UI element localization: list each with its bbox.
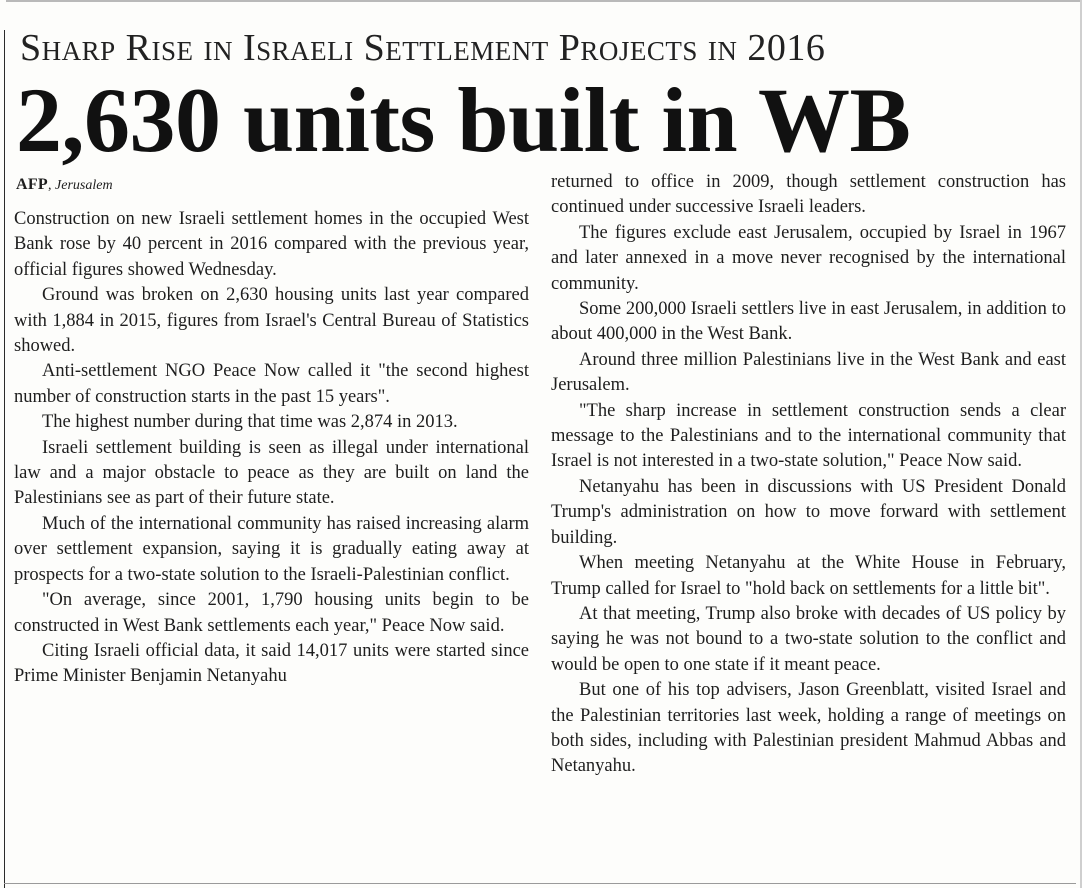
paragraph: "The sharp increase in settlement construction sends a clear message to the Palestinians and to the international community that Israel is not interested in a two-state solution," Peace Now said. xyxy=(551,400,1066,472)
paragraph: returned to office in 2009, though settlement construction has continued under successive Israeli leaders. xyxy=(551,172,1066,218)
main-headline: 2,630 units built in WB xyxy=(16,69,911,171)
paragraph: Much of the international community has raised increasing alarm over settlement expansion, saying it is gradually eating away at prospects for a two-state solution to the Israeli-Palestinian conflict. xyxy=(14,513,529,585)
top-rule xyxy=(6,0,1082,2)
paragraph: The figures exclude east Jerusalem, occupied by Israel in 1967 and later annexed in a move never recognised by the international community. xyxy=(551,222,1066,294)
paragraph: When meeting Netanyahu at the White House in February, Trump called for Israel to "hold back on settlements for a little bit". xyxy=(551,553,1066,599)
paragraph: The highest number during that time was 2,874 in 2013. xyxy=(42,412,458,433)
paragraph: Some 200,000 Israeli settlers live in east Jerusalem, in addition to about 400,000 in the West Bank. xyxy=(551,299,1066,345)
byline: AFP, Jerusalem xyxy=(16,176,113,193)
paragraph: Israeli settlement building is seen as illegal under international law and a major obstacle to peace as they are built on land the Palestinians see as part of their future state. xyxy=(14,437,529,509)
byline-place: Jerusalem xyxy=(55,178,113,193)
article-column-right xyxy=(551,170,1066,780)
paragraph: Netanyahu has been in discussions with US President Donald Trump's administration on how to move forward with settlement building. xyxy=(551,476,1066,548)
paragraph: Citing Israeli official data, it said 14,017 units were started since Prime Minister Benjamin Netanyahu xyxy=(14,640,529,687)
article-column-left xyxy=(14,170,529,690)
paragraph: At that meeting, Trump also broke with decades of US policy by saying he was not bound to a two-state solution to the conflict and would be open to one state if it meant peace. xyxy=(551,603,1066,675)
paragraph: But one of his top advisers, Jason Greenblatt, visited Israel and the Palestinian territories last week, holding a range of meetings on both sides, including with Palestinian president Mahmud Abbas and Netanyahu. xyxy=(551,680,1066,777)
byline-agency: AFP xyxy=(16,176,49,193)
left-rule xyxy=(4,30,5,888)
paragraph: "On average, since 2001, 1,790 housing units begin to be constructed in West Bank settlements each year," Peace Now said. xyxy=(14,590,529,636)
kicker-headline: Sharp Rise in Israeli Settlement Projects in 2016 xyxy=(20,27,826,69)
bottom-rule xyxy=(4,883,1076,884)
paragraph: Ground was broken on 2,630 housing units last year compared with 1,884 in 2015, figures from Israel's Central Bureau of Statistics showed. xyxy=(14,285,529,357)
paragraph: Construction on new Israeli settlement homes in the occupied West Bank rose by 40 percent in 2016 compared with the previous year, official figures showed Wednesday. xyxy=(14,209,529,280)
paragraph: Around three million Palestinians live in the West Bank and east Jerusalem. xyxy=(551,349,1066,396)
paragraph: Anti-settlement NGO Peace Now called it "the second highest number of construction starts in the past 15 years". xyxy=(14,361,529,407)
